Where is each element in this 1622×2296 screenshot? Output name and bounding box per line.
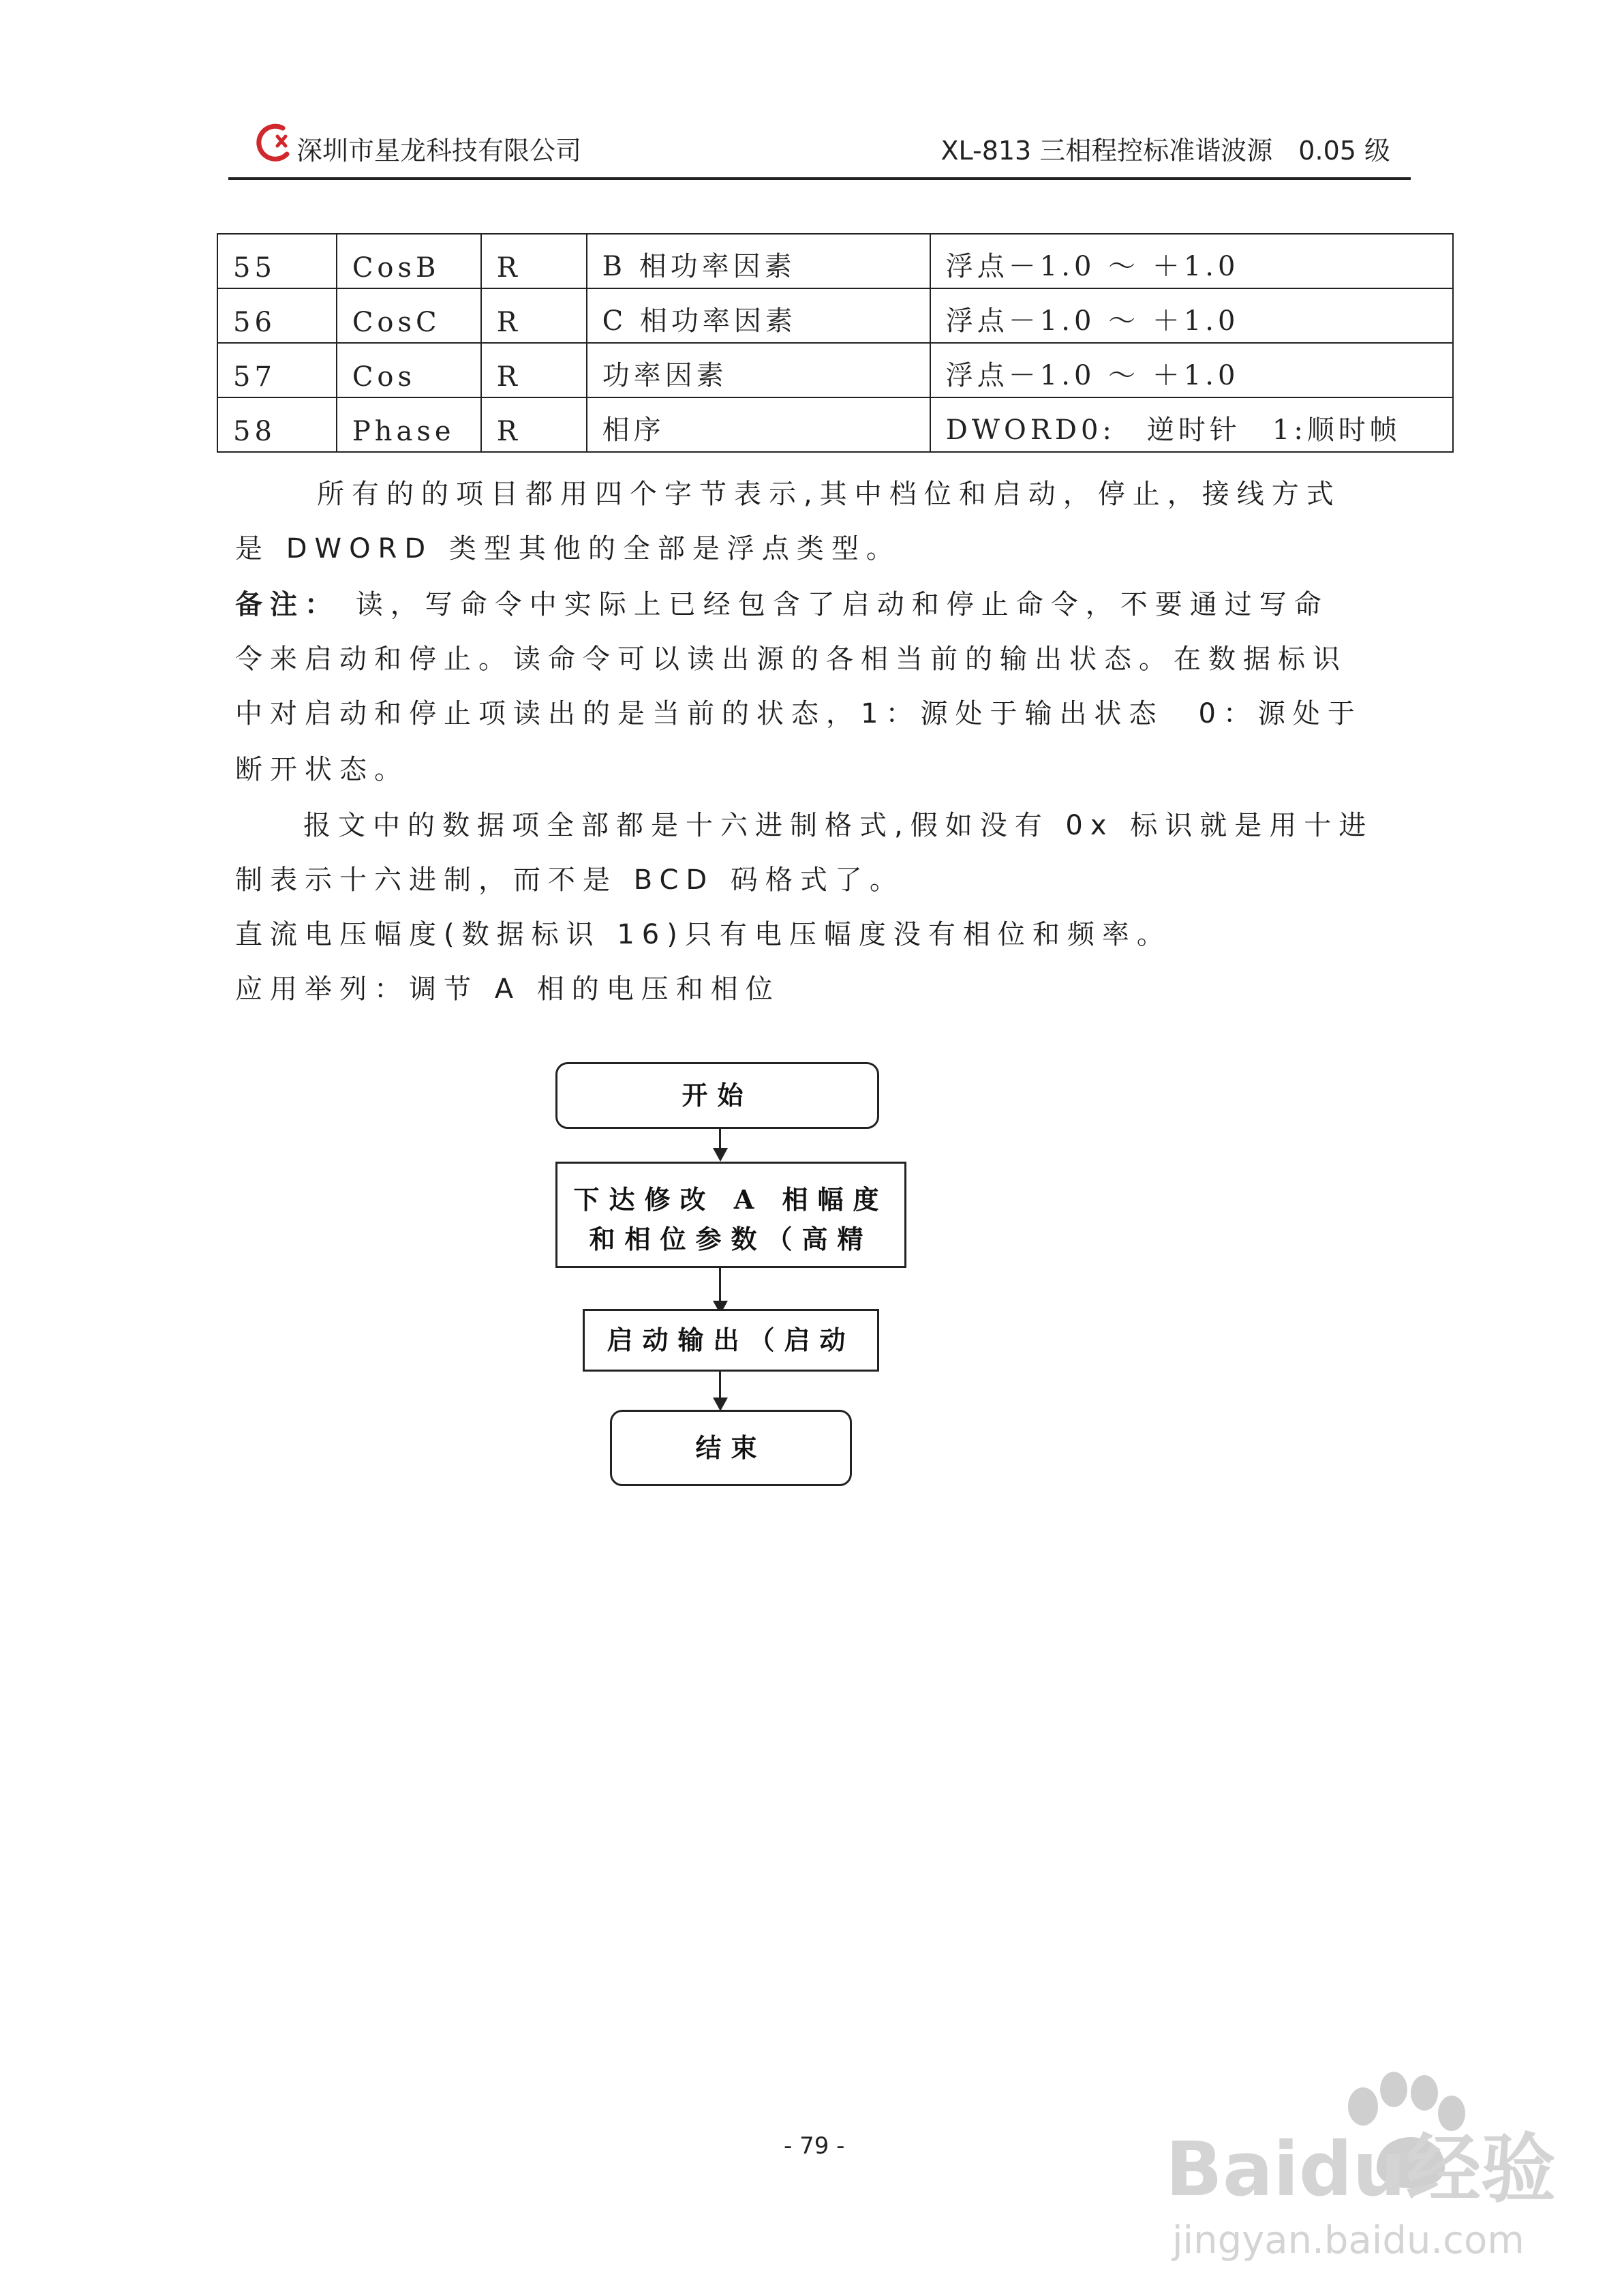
arrow-head-icon	[713, 1148, 728, 1162]
flow-start	[555, 1062, 879, 1129]
product-title: XL-813 三相程控标准谐波源 0.05 级	[940, 136, 1390, 166]
flow-step-line: 启动输出（启动	[607, 1325, 855, 1355]
flow-step-start-output	[583, 1309, 879, 1372]
watermark-brand: Baidu经验	[1165, 2126, 1556, 2213]
paragraph-line: 中对启动和停止项读出的是当前的状态，1：源处于输出状态 0：源处于	[235, 698, 1362, 729]
cell-note: 浮点－1.0 ～ ＋1.0	[930, 234, 1453, 288]
paragraph-line: 断开状态。	[235, 754, 409, 785]
table-row	[217, 288, 1453, 343]
paragraph-line: 令来启动和停止。读命令可以读出源的各相当前的输出状态。在数据标识	[235, 644, 1347, 675]
flow-step-modify	[555, 1162, 906, 1268]
page-header	[228, 123, 1411, 180]
table-row	[217, 397, 1453, 452]
page-number: - 79 -	[784, 2132, 845, 2160]
flow-step-line: 和相位参数（高精	[589, 1224, 873, 1254]
cell-rw: R	[481, 234, 587, 288]
cell-rw: R	[481, 288, 587, 343]
cell-name: Phase	[337, 397, 481, 452]
paragraph-line: 制表示十六进制，而不是 BCD 码格式了。	[235, 864, 904, 896]
paragraph-line: 所有的的项目都用四个字节表示,其中档位和启动，停止，接线方式	[317, 479, 1341, 510]
table-row	[217, 234, 1453, 288]
cell-desc: C 相功率因素	[587, 288, 930, 343]
paragraph-line: 直流电压幅度(数据标识 16)只有电压幅度没有相位和频率。	[235, 919, 1172, 950]
flow-end-label: 结束	[695, 1432, 767, 1463]
flow-end	[610, 1410, 852, 1486]
cell-note: 浮点－1.0 ～ ＋1.0	[930, 343, 1453, 397]
cell-no: 57	[217, 343, 337, 397]
cell-desc: B 相功率因素	[587, 234, 930, 288]
baidu-watermark	[1159, 2066, 1595, 2270]
note-label: 备注：	[235, 589, 339, 620]
cell-note: 浮点－1.0 ～ ＋1.0	[930, 288, 1453, 343]
cell-name: CosC	[337, 288, 481, 343]
cell-no: 58	[217, 397, 337, 452]
table-row	[217, 343, 1453, 397]
flow-step-line: 下达修改 A 相幅度	[573, 1184, 889, 1215]
paragraph-line: 应用举列：调节 A 相的电压和相位	[235, 973, 780, 1005]
note-text: 读，写命令中实际上已经包含了启动和停止命令，不要通过写命	[355, 589, 1329, 620]
cell-no: 55	[217, 234, 337, 288]
paragraph-line: 报文中的数据项全部都是十六进制格式,假如没有 0x 标识就是用十进	[303, 810, 1374, 841]
watermark-url: jingyan.baidu.com	[1172, 2218, 1525, 2263]
cell-rw: R	[481, 343, 587, 397]
cell-no: 56	[217, 288, 337, 343]
note-line	[235, 588, 1329, 622]
arrow-head-icon	[713, 1398, 728, 1411]
cell-rw: R	[481, 397, 587, 452]
flow-start-label: 开始	[682, 1080, 753, 1111]
cell-desc: 功率因素	[587, 343, 930, 397]
cell-note: DWORD0: 逆时针 1:顺时帧	[930, 397, 1453, 452]
cell-name: Cos	[337, 343, 481, 397]
register-table	[217, 233, 1454, 453]
cell-desc: 相序	[587, 397, 930, 452]
cell-name: CosB	[337, 234, 481, 288]
company-name: 深圳市星龙科技有限公司	[296, 136, 582, 166]
company-logo-icon	[256, 123, 296, 164]
paragraph-line: 是 DWORD 类型其他的全部是浮点类型。	[235, 533, 901, 564]
